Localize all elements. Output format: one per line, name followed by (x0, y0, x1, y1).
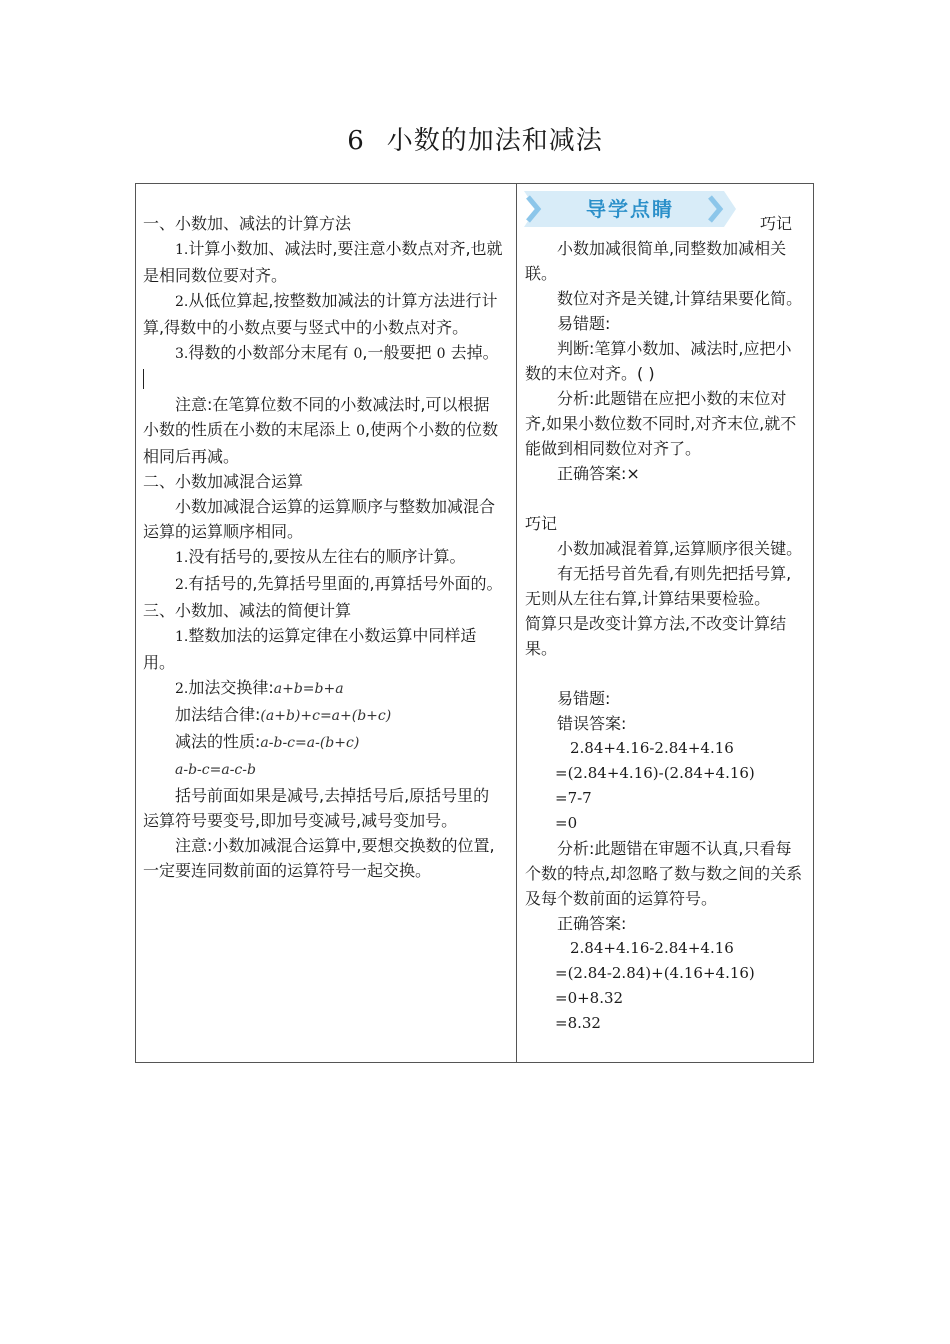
error-label-1: 易错题: (557, 314, 611, 333)
tip-line-1: 小数加减很简单,同整数加减相关联。 (525, 239, 787, 283)
correct-answer-label: 正确答案: (557, 914, 627, 933)
banner-label: 导学点睛 (586, 197, 674, 221)
wrong-step-1: 2.84+4.16-2.84+4.16 (570, 739, 734, 757)
tip-line-4: 有无括号首先看,有则先把括号算,无则从左往右算,计算结果要检验。 (525, 564, 792, 608)
s1-point-2: 2.从低位算起,按整数加减法的计算方法进行计算,得数中的小数点要与竖式中的小数点对齐。 (143, 291, 498, 337)
s1-point-1: 1.计算小数加、减法时,要注意小数点对齐,也就是相同数位要对齐。 (143, 239, 503, 285)
correct-step-4: =8.32 (555, 1014, 601, 1032)
wrong-step-3: =7-7 (555, 789, 592, 807)
page-title (0, 120, 950, 157)
s3-bracket-rule: 括号前面如果是减号,去掉括号后,原括号里的运算符号要变号,即加号变减号,减号变加号。 (143, 786, 490, 830)
s3-point-1: 1.整数加法的运算定律在小数运算中同样适用。 (143, 626, 477, 672)
law-associative: 加法结合律:(a+b)+c=a+(b+c) (175, 705, 392, 724)
qiaoji-label-2: 巧记 (525, 514, 558, 533)
law-subtraction: 减法的性质:a-b-c=a-(b+c) (175, 732, 360, 751)
s2-point-2: 2.有括号的,先算括号里面的,再算括号外面的。 (175, 574, 503, 593)
s1-point-3: 3.得数的小数部分末尾有 0,一般要把 0 去掉。 (175, 343, 499, 362)
title-number: 6 (347, 126, 365, 156)
tip-line-5: 简算只是改变计算方法,不改变计算结果。 (525, 614, 787, 658)
judge-question: 判断:笔算小数加、减法时,应把小数的末位对齐。( ) (525, 339, 792, 383)
s1-note: 注意:在笔算位数不同的小数减法时,可以根据小数的性质在小数的末尾添上 0,使两个小数的位数相同后再减。 (143, 395, 499, 466)
analysis-2: 分析:此题错在审题不认真,只看每个数的特点,却忽略了数与数之间的关系及每个数前面的运算符号。 (525, 839, 803, 908)
wrong-step-2: =(2.84+4.16)-(2.84+4.16) (555, 764, 755, 782)
answer-1: 正确答案:× (557, 464, 640, 483)
correct-step-1: 2.84+4.16-2.84+4.16 (570, 939, 734, 957)
right-column (525, 236, 807, 1036)
section3-heading: 三、小数加、减法的简便计算 (143, 601, 352, 620)
section1-heading: 一、小数加、减法的计算方法 (143, 214, 352, 233)
correct-step-3: =0+8.32 (555, 989, 624, 1007)
analysis-1: 分析:此题错在应把小数的末位对齐,如果小数位数不同时,对齐末位,就不能做到相同数位对齐了。 (525, 389, 797, 458)
tip-line-2: 数位对齐是关键,计算结果要化简。 (557, 289, 803, 308)
edit-cursor-mark (143, 367, 505, 392)
left-column (143, 211, 505, 883)
wrong-step-4: =0 (555, 814, 578, 832)
law-subtraction-2: a-b-c=a-c-b (175, 762, 256, 778)
s3-note: 注意:小数加减混合运算中,要想交换数的位置,一定要连同数前面的运算符号一起交换。 (143, 836, 495, 880)
wrong-answer-label: 错误答案: (557, 714, 627, 733)
law-commutative: 2.加法交换律:a+b=b+a (175, 678, 344, 697)
column-divider (516, 183, 517, 1063)
correct-step-2: =(2.84-2.84)+(4.16+4.16) (555, 964, 755, 982)
tip-line-3: 小数加减混着算,运算顺序很关键。 (557, 539, 803, 558)
s2-intro: 小数加减混合运算的运算顺序与整数加减混合运算的运算顺序相同。 (143, 497, 496, 541)
error-label-2: 易错题: (557, 689, 611, 708)
section2-heading: 二、小数加减混合运算 (143, 472, 304, 491)
title-text: 小数的加法和减法 (386, 126, 603, 156)
s2-point-1: 1.没有括号的,要按从左往右的顺序计算。 (175, 547, 466, 566)
qiaoji-label-1: 巧记 (760, 214, 793, 233)
